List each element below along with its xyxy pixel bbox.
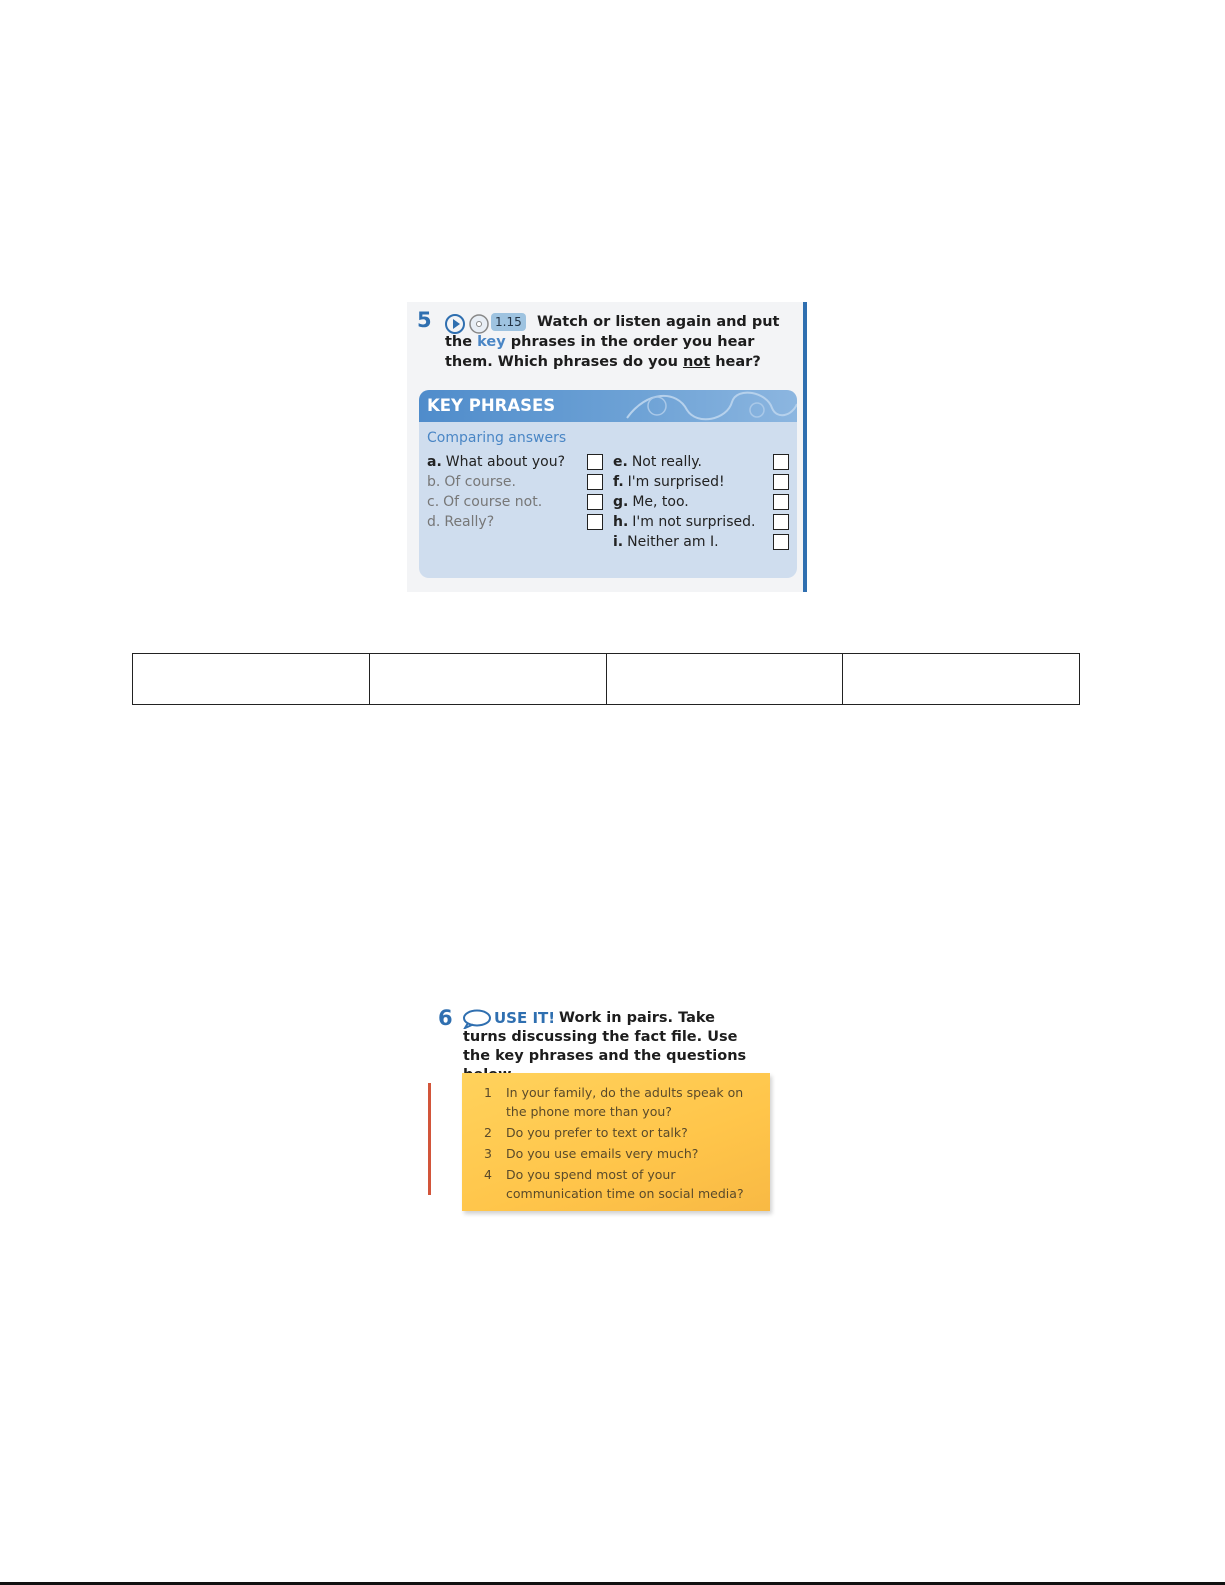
answer-checkbox[interactable] (587, 494, 603, 510)
answer-cell[interactable] (133, 654, 370, 705)
answer-cell[interactable] (369, 654, 606, 705)
key-phrases-left-column (427, 452, 603, 532)
key-phrases-box (419, 390, 797, 578)
question-item: 1 In your family, do the adults speak on the phone more than you? (484, 1085, 744, 1119)
answer-checkbox[interactable] (773, 534, 789, 550)
exercise-5 (407, 302, 807, 592)
use-it-label: USE IT! (494, 1009, 556, 1027)
answer-table (132, 653, 1080, 705)
exercise-instruction: Watch or listen again and put the key phrases in the order you hear them. Which phrases do you not hear? (445, 314, 780, 370)
key-phrase-item: b. Of course. (427, 472, 603, 492)
key-phrases-header (419, 390, 797, 422)
answer-cell[interactable] (843, 654, 1080, 705)
page-edge-bar (803, 302, 807, 592)
answer-checkbox[interactable] (773, 514, 789, 530)
answer-checkbox[interactable] (587, 514, 603, 530)
answer-checkbox[interactable] (587, 474, 603, 490)
key-phrase-item: g. Me, too. (613, 492, 789, 512)
key-phrase-item: c. Of course not. (427, 492, 603, 512)
exercise-number: 5 (417, 308, 432, 332)
key-phrases-title: KEY PHRASES (427, 396, 556, 415)
exercise-6 (428, 1003, 788, 1218)
table-row (133, 654, 1080, 705)
track-number-badge: 1.15 (491, 313, 526, 331)
page-edge-bar (428, 1083, 431, 1195)
audio-cd-icon[interactable] (469, 314, 489, 334)
question-item: 3 Do you use emails very much? (484, 1146, 699, 1161)
key-phrase-item: i. Neither am I. (613, 532, 789, 552)
questions-note (462, 1073, 770, 1211)
question-item: 4 Do you spend most of your communication time on social media? (484, 1167, 744, 1201)
exercise-instruction: Work in pairs. Take turns discussing the fact file. Use the key phrases and the questions (463, 1010, 747, 1064)
key-phrase-item: f. I'm surprised! (613, 472, 789, 492)
key-phrases-right-column (613, 452, 789, 552)
exercise-number: 6 (438, 1006, 453, 1030)
answer-checkbox[interactable] (773, 474, 789, 490)
answer-cell[interactable] (606, 654, 843, 705)
answer-checkbox[interactable] (587, 454, 603, 470)
key-phrase-item: h. I'm not surprised. (613, 512, 789, 532)
decorative-swirl-icon (617, 390, 797, 422)
question-item: 2 Do you prefer to text or talk? (484, 1125, 688, 1140)
video-play-icon[interactable] (445, 314, 465, 334)
key-phrase-item: a. What about you? (427, 452, 603, 472)
key-phrase-item: e. Not really. (613, 452, 789, 472)
key-phrases-subheading: Comparing answers (427, 430, 567, 446)
answer-checkbox[interactable] (773, 454, 789, 470)
key-phrase-item: d. Really? (427, 512, 603, 532)
answer-checkbox[interactable] (773, 494, 789, 510)
